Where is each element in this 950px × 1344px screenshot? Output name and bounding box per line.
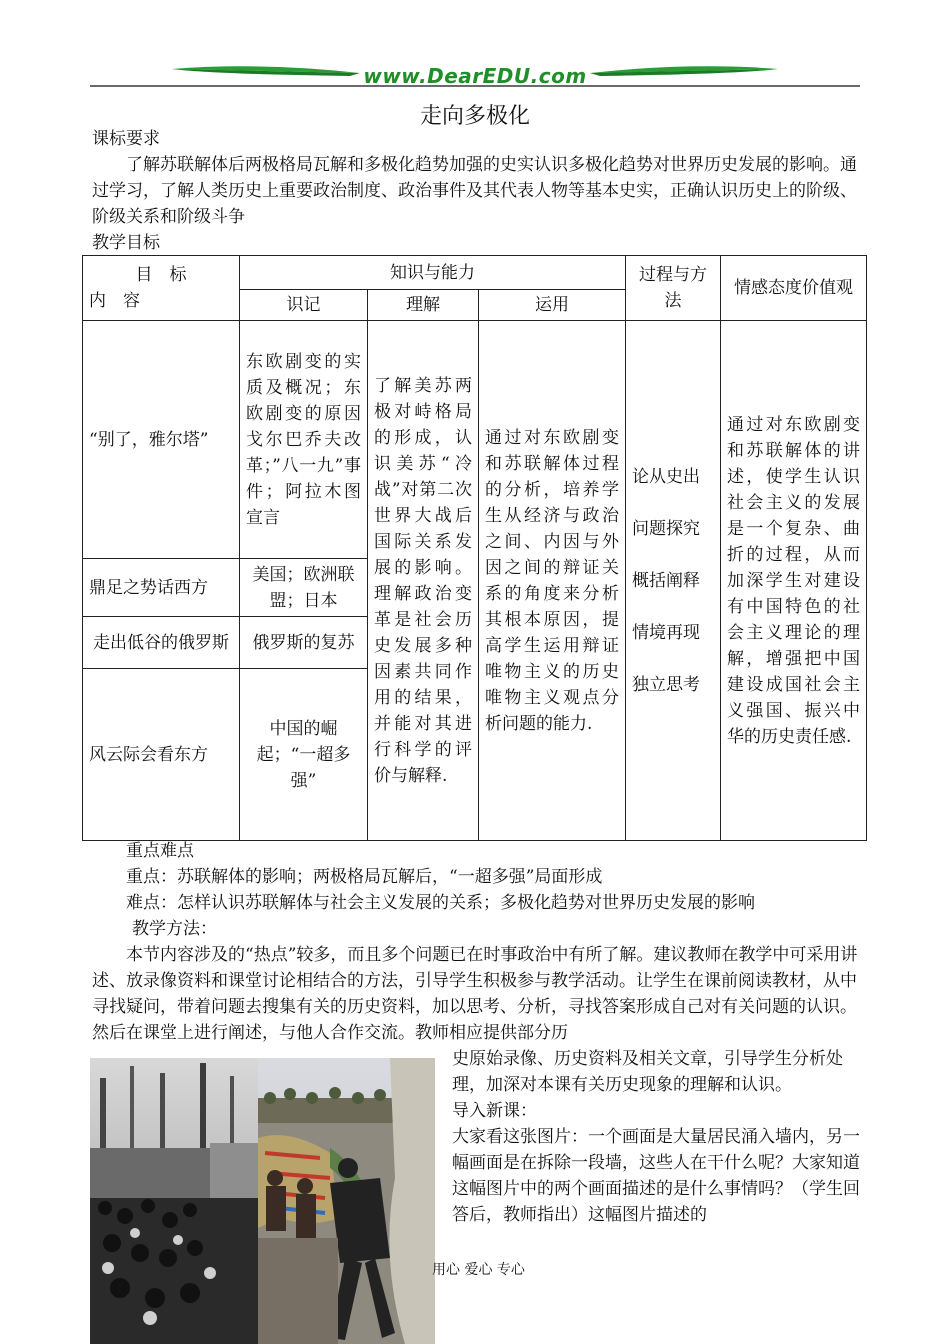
requirements-body: 了解苏联解体后两极格局瓦解和多极化趋势加强的史实认识多极化趋势对世界历史发展的影响。通过学习，了解人类历史上重要政治制度、政治事件及其代表人物等基本史实，正确认识历史上的阶级、阶级关系和阶级斗争 (92, 155, 857, 227)
key-point: 重点：苏联解体的影响；两极格局瓦解后，“一超多强”局面形成 (126, 867, 603, 887)
intro-body: 大家看这张图片：一个画面是大量居民涌入墙内，另一幅画面是在拆除一段墙，这些人在干什么呢？大家知道这幅图片中的两个画面描述的是什么事情吗？（学生回答后，教师指出）这幅图片描述的 (452, 1127, 860, 1225)
footer-motto: 用心 爱心 专心 (432, 1262, 525, 1278)
header-emotion: 情感态度价值观 (721, 256, 867, 321)
header-understand: 理解 (368, 290, 479, 321)
method-body: 本节内容涉及的“热点”较多，而且多个问题已在时事政治中有所了解。建议教师在教学中可采用讲述、放录像资料和课堂讨论相结合的方法，引导学生积极参与教学活动。让学生在课前阅读教材，从中寻找疑问，带着问题去搜集有关的历史资料，加以思考、分析，寻找答案形成自己对有关问题的认识。然后在课堂上进行阐述，与他人合作交流。教师相应提供部分历 (92, 945, 858, 1043)
process-item: 独立思考 (632, 674, 701, 695)
process-item: 问题探究 (632, 518, 701, 539)
corner-bottom-label: 内 容 (89, 291, 140, 311)
apply-cell: 通过对东欧剧变和苏联解体过程的分析，培养学生从经济与政治之间、内因与外因之间的辩证关系的角度来分析其根本原因，提高学生运用辩证唯物主义的历史唯物主义观点分析问题的能力. (479, 321, 626, 841)
header-process: 过程与方法 (626, 256, 721, 321)
process-cell (626, 321, 721, 841)
topic-cell: “别了，雅尔塔” (83, 321, 240, 559)
heading-method: 教学方法： (132, 919, 217, 939)
recall-cell: 中国的崛起；“一超多强” (240, 669, 368, 841)
site-logo-text: www.DearEDU.com (363, 64, 587, 88)
goals-table (82, 255, 867, 841)
recall-cell: 东欧剧变的实质及概况；东欧剧变的原因 戈尔巴乔夫改革；”八一九”事件；阿拉木图宣言 (240, 321, 368, 559)
topic-cell: 鼎足之势话西方 (83, 559, 240, 617)
berlin-wall-photo (90, 1058, 435, 1344)
recall-cell: 俄罗斯的复苏 (240, 617, 368, 669)
page-title: 走向多极化 (419, 104, 530, 129)
header-knowledge: 知识与能力 (240, 256, 626, 290)
header-recall: 识记 (240, 290, 368, 321)
topic-cell: 风云际会看东方 (83, 669, 240, 841)
header-apply: 运用 (479, 290, 626, 321)
table-row (83, 321, 867, 559)
site-header-logo (90, 58, 860, 90)
recall-cell: 美国；欧洲联盟；日本 (240, 559, 368, 617)
table-corner-cell (83, 256, 240, 321)
corner-top-label: 目 标 (135, 265, 187, 285)
understand-cell: 了解美苏两极对峙格局的形成，认识美苏“冷战”对第二次世界大战后国际关系发展的影响。理解政治变革是社会历史发展多种因素共同作用的结果，并能对其进行科学的评价与解释. (368, 321, 479, 841)
topic-cell: 走出低谷的俄罗斯 (83, 617, 240, 669)
heading-goals: 教学目标 (92, 233, 160, 253)
process-item: 概括阐释 (632, 570, 701, 591)
heading-intro: 导入新课： (452, 1101, 537, 1121)
method-continuation: 史原始录像、历史资料及相关文章，引导学生分析处理，加深对本课有关历史现象的理解和认识。 (452, 1049, 843, 1095)
heading-requirements: 课标要求 (92, 129, 160, 149)
process-item: 情境再现 (632, 622, 701, 643)
difficult-point: 难点：怎样认识苏联解体与社会主义发展的关系；多极化趋势对世界历史发展的影响 (126, 893, 755, 913)
emotion-cell: 通过对东欧剧变和苏联解体的讲述，使学生认识社会主义的发展是一个复杂、曲折的过程，从而加深学生对建设有中国特色的社会主义理论的理解，增强把中国建设成国社会主义强国、振兴中华的历史责任感. (721, 321, 867, 841)
heading-key: 重点难点 (126, 841, 194, 861)
process-item: 论从史出 (632, 466, 701, 487)
